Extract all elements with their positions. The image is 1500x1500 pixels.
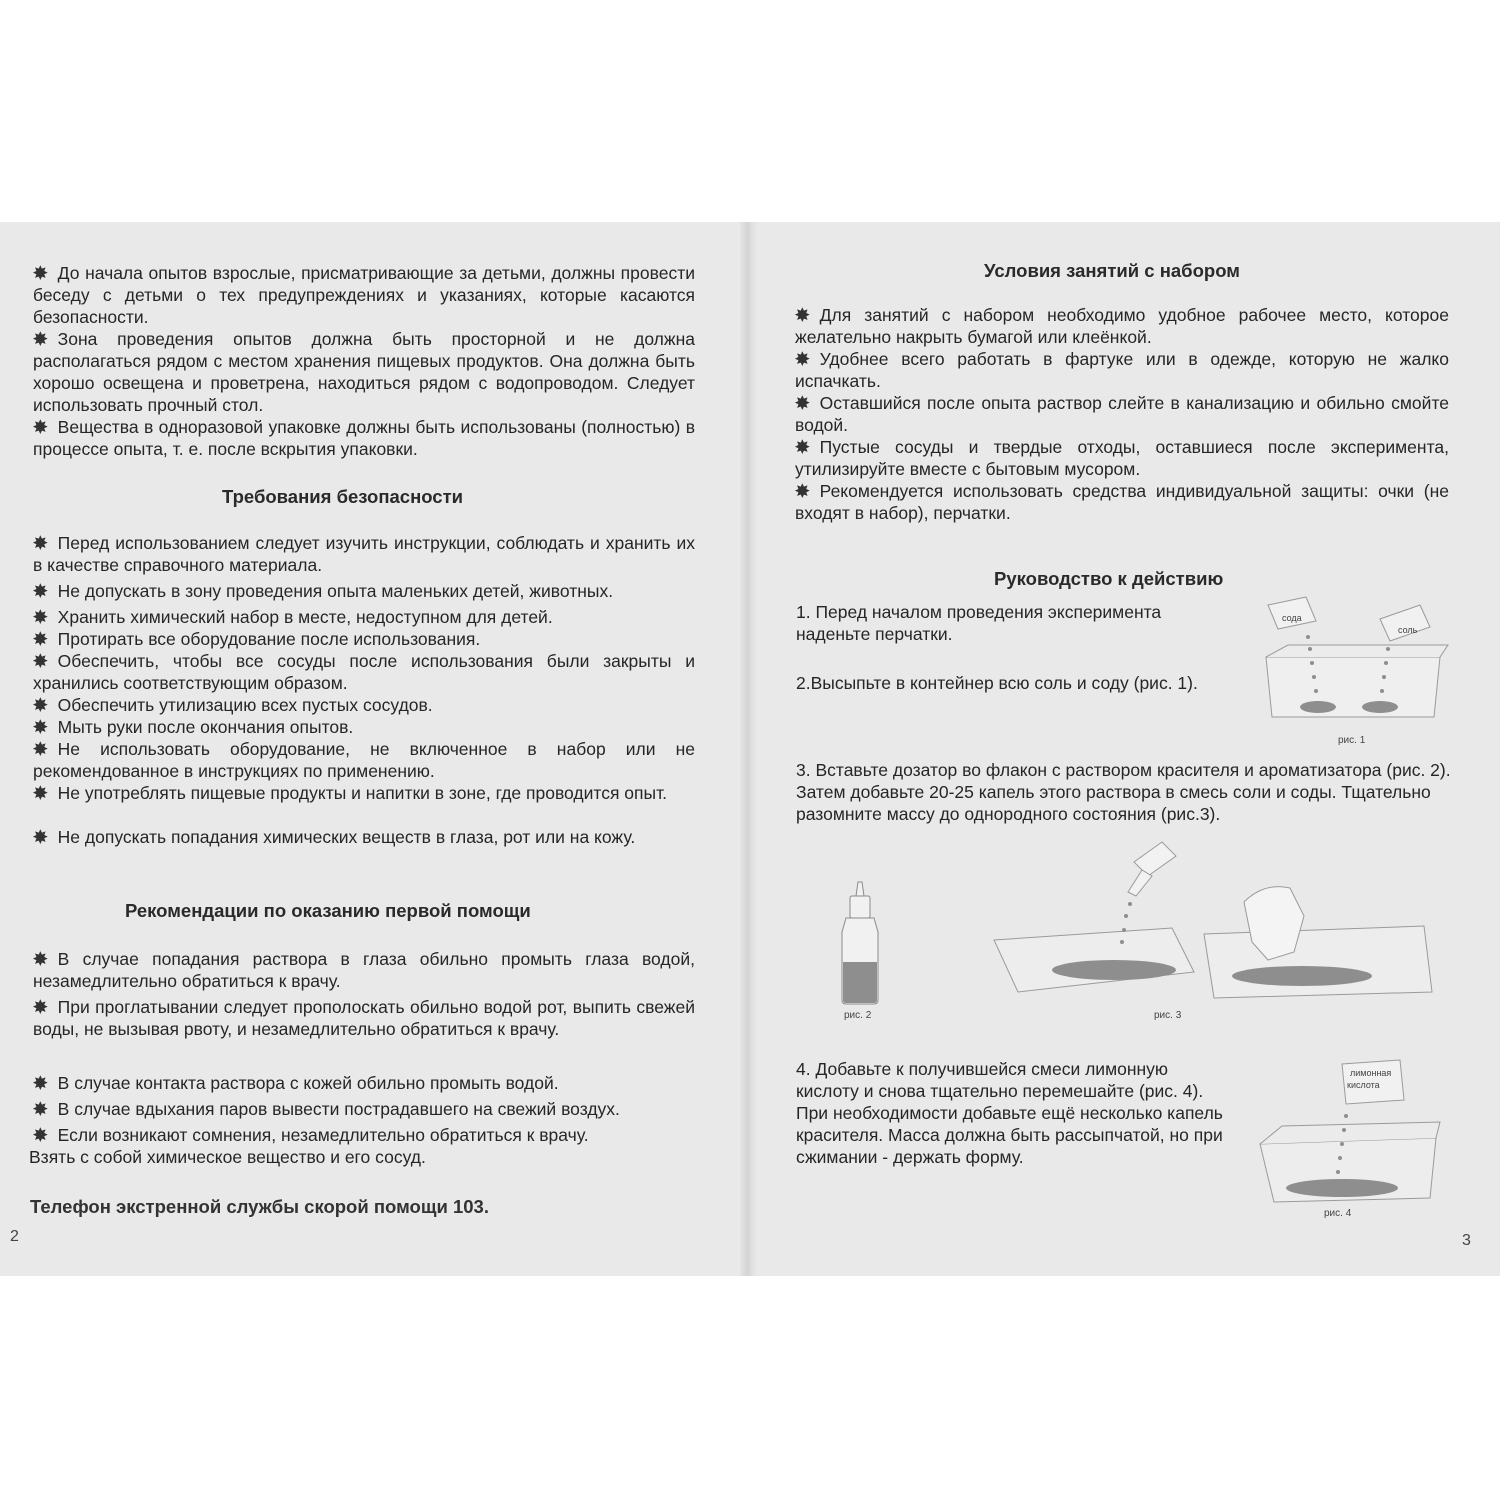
fig2-caption: рис. 2 [844, 1010, 872, 1021]
step-1: 1. Перед началом проведения эксперимента наденьте перчатки. [796, 602, 1162, 644]
bullet-icon: ✸ [33, 1125, 48, 1145]
safety-item: ✸ Перед использованием следует изучить инструкции, соблюдать и хранить их в качестве справочного материала. [33, 533, 695, 575]
bullet-icon: ✸ [795, 437, 810, 457]
fig4-tag-line2: кислота [1347, 1080, 1380, 1090]
safety-item: ✸ Обеспечить утилизацию всех пустых сосудов. [33, 695, 433, 715]
bottle-liquid [843, 962, 877, 1003]
safety-item: ✸ Не допускать в зону проведения опыта маленьких детей, животных. [33, 581, 614, 601]
bullet-icon: ✸ [33, 533, 48, 553]
intro-item: ✸ Вещества в одноразовой упаковке должны быть использованы (полностью) в процессе опыта, т. е. после вскрытия упаковки. [33, 417, 695, 459]
bottle-cap [850, 896, 870, 918]
figure-4 [1254, 1060, 1454, 1220]
safety-item: ✸ Не допускать попадания химических веществ в глаза, рот или на кожу. [33, 827, 636, 847]
figure-2 [832, 882, 892, 1022]
tray [1266, 657, 1440, 717]
conditions-item: ✸ Оставшийся после опыта раствор слейте в канализацию и обильно смойте водой. [795, 393, 1449, 435]
bullet-icon: ✸ [33, 949, 48, 969]
bullet-icon: ✸ [795, 305, 810, 325]
bullet-icon: ✸ [33, 695, 48, 715]
bullet-icon: ✸ [33, 739, 48, 759]
conditions-item: ✸ Рекомендуется использовать средства индивидуальной защиты: очки (не входят в набор), перчатки. [795, 481, 1449, 523]
mixture-right [1232, 966, 1372, 986]
safety-item: ✸ Обеспечить, чтобы все сосуды после использования были закрыты и хранились соответствующим образом. [33, 651, 695, 693]
firstaid-tail: Взять с собой химическое вещество и его сосуд. [29, 1147, 426, 1167]
bullet-icon: ✸ [33, 827, 48, 847]
conditions-heading: Условия занятий с набором [984, 260, 1240, 281]
fig1-caption: рис. 1 [1338, 735, 1366, 746]
tilted-bottle [1134, 842, 1176, 876]
salt-pile [1362, 701, 1398, 713]
safety-item: ✸ Протирать все оборудование после использования. [33, 629, 481, 649]
bullet-icon: ✸ [33, 997, 48, 1017]
firstaid-item: ✸ В случае контакта раствора с кожей обильно промыть водой. [33, 1073, 559, 1093]
dropper-tip [856, 882, 864, 896]
safety-item: ✸ Мыть руки после окончания опытов. [33, 717, 354, 737]
fig4-caption: рис. 4 [1324, 1208, 1352, 1219]
bullet-icon: ✸ [33, 629, 48, 649]
bullet-icon: ✸ [33, 263, 48, 283]
bullet-icon: ✸ [33, 607, 48, 627]
emergency-phone: Телефон экстренной службы скорой помощи 103. [30, 1196, 489, 1217]
bullet-icon: ✸ [33, 783, 48, 803]
tray-right [1204, 926, 1432, 998]
right-page [758, 222, 1500, 1276]
figure-1 [1258, 597, 1458, 747]
page-gutter [740, 222, 758, 1276]
conditions-item: ✸ Пустые сосуды и твердые отходы, оставшиеся после эксперимента, утилизируйте вместе с бытовым мусором. [795, 437, 1449, 479]
intro-item: ✸ До начала опытов взрослые, присматривающие за детьми, должны провести беседу с детьми о тех предупреждениях и указаниях, которые касаются безопасности. [33, 263, 695, 327]
safety-heading: Требования безопасности [222, 486, 464, 507]
fig1-tag-soda: сода [1282, 613, 1302, 623]
bullet-icon: ✸ [795, 481, 810, 501]
step-4: 4. Добавьте к получившейся смеси лимонную кислоту и снова тщательно перемешайте (рис. 4). При необходимости добавьте ещё несколько капель красителя. Масса должна быть рассыпчатой, но при сжимании - держать форму. [796, 1059, 1223, 1167]
safety-item: ✸ Не использовать оборудование, не включенное в набор или не рекомендованное в инструкциях по применению. [33, 739, 695, 781]
bullet-icon: ✸ [795, 393, 810, 413]
salt-packet [1380, 605, 1430, 641]
firstaid-item: ✸ В случае вдыхания паров вывести пострадавшего на свежий воздух. [33, 1099, 620, 1119]
intro-item: ✸ Зона проведения опытов должна быть просторной и не должна располагаться рядом с местом хранения пищевых продуктов. Она должна быть хорошо освещена и проветрена, находиться рядом с водопроводом. Следует использовать прочный стол. [33, 329, 695, 415]
fig1-tag-salt: соль [1398, 625, 1418, 635]
left-page [0, 222, 740, 1276]
leaflet-spread [0, 222, 1500, 1276]
step-3: 3. Вставьте дозатор во флакон с раствором красителя и ароматизатора (рис. 2). Затем добавьте 20-25 капель этого раствора в смесь соли и соды. Тщательно разомните массу до однородного состояния (рис.3). [796, 760, 1451, 824]
figure-3 [994, 842, 1464, 1022]
safety-item: ✸ Хранить химический набор в месте, недоступном для детей. [33, 607, 553, 627]
bullet-icon: ✸ [33, 417, 48, 437]
mixture-left [1052, 960, 1176, 980]
firstaid-heading: Рекомендации по оказанию первой помощи [125, 900, 531, 921]
bullet-icon: ✸ [33, 1099, 48, 1119]
safety-item: ✸ Не употреблять пищевые продукты и напитки в зоне, где проводится опыт. [33, 783, 668, 803]
bullet-icon: ✸ [33, 651, 48, 671]
page-number-left: 2 [10, 1228, 19, 1245]
mixture [1286, 1179, 1398, 1197]
fig4-tag-line1: лимонная [1350, 1068, 1392, 1078]
bullet-icon: ✸ [795, 349, 810, 369]
soda-pile [1300, 701, 1336, 713]
fig3-caption: рис. 3 [1154, 1010, 1182, 1021]
page-number-right: 3 [1462, 1232, 1471, 1249]
bullet-icon: ✸ [33, 1073, 48, 1093]
firstaid-item: ✸ Если возникают сомнения, незамедлительно обратиться к врачу. [33, 1125, 589, 1145]
conditions-item: ✸ Для занятий с набором необходимо удобное рабочее место, которое желательно накрыть бумагой или клеёнкой. [795, 305, 1449, 347]
guide-heading: Руководство к действию [994, 568, 1224, 589]
bullet-icon: ✸ [33, 717, 48, 737]
firstaid-item: ✸ При проглатывании следует прополоскать обильно водой рот, выпить свежей воды, не вызывая рвоту, и незамедлительно обратиться к врачу. [33, 997, 695, 1039]
bullet-icon: ✸ [33, 329, 48, 349]
firstaid-item: ✸ В случае попадания раствора в глаза обильно промыть глаза водой, незамедлительно обратиться к врачу. [33, 949, 695, 991]
step-2: 2.Высыпьте в контейнер всю соль и соду (рис. 1). [796, 673, 1198, 693]
tray-left [994, 928, 1194, 992]
bullet-icon: ✸ [33, 581, 48, 601]
conditions-item: ✸ Удобнее всего работать в фартуке или в одежде, которую не жалко испачкать. [795, 349, 1449, 391]
